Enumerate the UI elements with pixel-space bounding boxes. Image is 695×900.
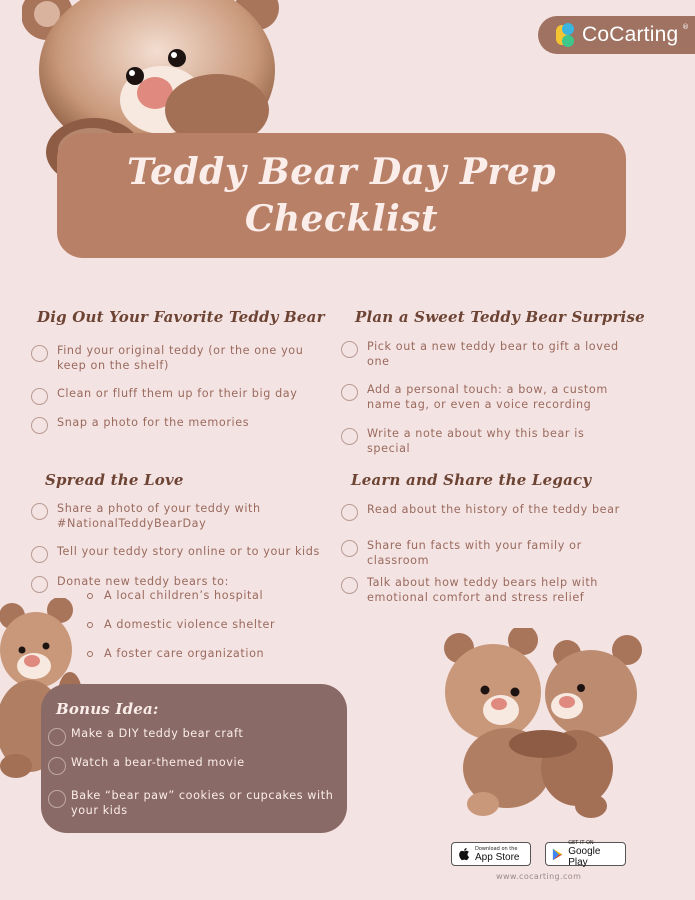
bonus-heading: Bonus Idea: [56, 700, 159, 718]
checkbox-circle[interactable] [31, 417, 48, 434]
item-text-line: Pick out a new teddy bear to gift a loved [367, 340, 619, 353]
google-play-badge[interactable] [545, 842, 626, 866]
checkbox-circle[interactable] [341, 428, 358, 445]
checkbox-circle[interactable] [31, 388, 48, 405]
section-heading: Learn and Share the Legacy [351, 471, 592, 489]
page-title-line-2: Checklist [244, 197, 439, 240]
checkbox-circle[interactable] [341, 384, 358, 401]
google-play-label: Google Play [568, 846, 601, 868]
item-text-line: Read about the history of the teddy bear [367, 503, 620, 516]
checkbox-circle[interactable] [31, 576, 48, 593]
checkbox-circle[interactable] [31, 503, 48, 520]
item-text-line: Find your original teddy (or the one you [57, 344, 304, 357]
checkbox-circle[interactable] [48, 790, 66, 808]
item-text-line: Bake “bear paw” cookies or cupcakes with [71, 789, 334, 802]
item-text-line: Tell your teddy story online or to your kids [57, 545, 320, 558]
item-text-line: your kids [71, 804, 128, 817]
checkbox-circle[interactable] [31, 546, 48, 563]
registered-mark: ® [682, 23, 689, 31]
checkbox-circle[interactable] [31, 345, 48, 362]
sub-item-text: A domestic violence shelter [104, 618, 276, 631]
checklist-item[interactable] [31, 388, 297, 405]
section-dig-out [37, 308, 325, 326]
apple-icon [458, 847, 470, 861]
app-store-small-text: Download on the [475, 845, 518, 852]
bonus-idea-box [41, 684, 347, 833]
item-text-line: keep on the shelf) [57, 359, 169, 372]
app-store-label: App Store [475, 851, 520, 863]
item-text-line: emotional comfort and stress relief [367, 591, 585, 604]
section-learn-legacy [351, 471, 591, 489]
checkbox-circle[interactable] [48, 728, 66, 746]
bonus-item[interactable] [48, 728, 243, 746]
checkbox-circle[interactable] [341, 504, 358, 521]
sub-item-text: A local children’s hospital [104, 589, 264, 602]
cocarting-logo[interactable] [538, 16, 695, 54]
section-spread-love [45, 471, 184, 489]
checklist-item[interactable] [341, 341, 619, 369]
brand-name: CoCarting [582, 23, 679, 46]
item-text-line: classroom [367, 554, 430, 567]
checkbox-circle[interactable] [341, 341, 358, 358]
bonus-item[interactable] [48, 790, 333, 818]
hugging-teddy-bears-illustration [441, 628, 646, 820]
item-text-line: Share a photo of your teddy with [57, 502, 261, 515]
item-text-line: special [367, 442, 411, 455]
website-url[interactable]: www.cocarting.com [496, 872, 582, 881]
item-text-line: Add a personal touch: a bow, a custom [367, 383, 608, 396]
section-plan-surprise [355, 308, 645, 326]
title-banner [57, 133, 626, 258]
section-heading: Plan a Sweet Teddy Bear Surprise [355, 308, 645, 326]
item-text-line: Watch a bear-themed movie [71, 756, 245, 769]
item-text-line: Clean or fluff them up for their big day [57, 387, 298, 400]
checkbox-circle[interactable] [48, 757, 66, 775]
checklist-item[interactable] [31, 417, 249, 434]
item-text-line: Donate new teddy bears to: [57, 575, 229, 588]
item-text-line: #NationalTeddyBearDay [57, 517, 207, 530]
item-text-line: one [367, 355, 390, 368]
item-text-line: Share fun facts with your family or [367, 539, 582, 552]
section-heading: Dig Out Your Favorite Teddy Bear [37, 308, 325, 326]
sub-item-text: A foster care organization [104, 647, 265, 660]
checklist-item[interactable] [341, 504, 620, 521]
sub-item [87, 618, 275, 631]
bonus-item[interactable] [48, 757, 245, 775]
item-text-line: Talk about how teddy bears help with [367, 576, 599, 589]
checklist-item[interactable] [31, 546, 320, 563]
section-heading: Spread the Love [45, 471, 184, 489]
sub-item [87, 589, 263, 602]
item-text-line: name tag, or even a voice recording [367, 398, 592, 411]
cocarting-logo-icon [556, 23, 576, 47]
item-text-line: Write a note about why this bear is [367, 427, 585, 440]
checklist-item[interactable] [341, 428, 584, 456]
checklist-item[interactable] [341, 384, 608, 412]
item-text-line: Snap a photo for the memories [57, 416, 250, 429]
google-play-small-text: GET IT ON [568, 840, 594, 846]
checklist-item[interactable] [31, 503, 261, 531]
checklist-item[interactable] [31, 345, 303, 373]
play-icon [552, 848, 563, 861]
checkbox-circle[interactable] [341, 577, 358, 594]
app-store-badge[interactable] [451, 842, 531, 866]
sub-item [87, 647, 264, 660]
page-title-line-1: Teddy Bear Day Prep [126, 150, 557, 193]
checkbox-circle[interactable] [341, 540, 358, 557]
checklist-item[interactable] [341, 577, 598, 605]
checklist-item[interactable] [341, 540, 582, 568]
item-text-line: Make a DIY teddy bear craft [71, 727, 244, 740]
